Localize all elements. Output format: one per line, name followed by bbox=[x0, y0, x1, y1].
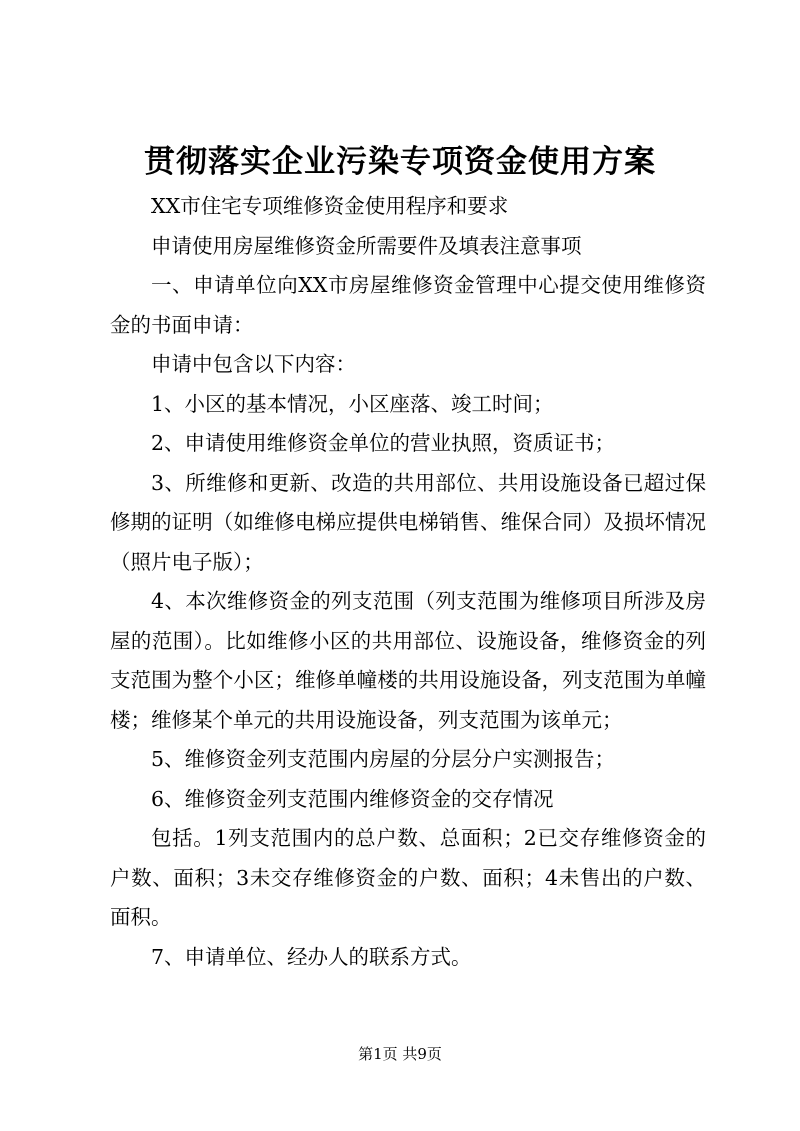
paragraph: 2、申请使用维修资金单位的营业执照，资质证书； bbox=[151, 431, 616, 455]
paragraph: 7、申请单位、经办人的联系方式。 bbox=[151, 944, 472, 969]
paragraph: 申请中包含以下内容： bbox=[151, 352, 356, 376]
document-body bbox=[110, 187, 706, 977]
paragraph: 1、小区的基本情况，小区座落、竣工时间； bbox=[151, 391, 554, 416]
paragraph: 3、所维修和更新、改造的共用部位、共用设施设备已超过保修期的证明（如维修电梯应提供电梯销售、维保合同）及损坏情况（照片电子版）； bbox=[110, 470, 706, 574]
paragraph: 5、维修资金列支范围内房屋的分层分户实测报告； bbox=[151, 747, 616, 771]
paragraph: 6、维修资金列支范围内维修资金的交存情况 bbox=[151, 786, 554, 811]
paragraph: 4、本次维修资金的列支范围（列支范围为维修项目所涉及房屋的范围）。比如维修小区的共用部位、设施设备，维修资金的列支范围为整个小区；维修单幢楼的共用设施设备，列支范围为单幢楼；维修某个单元的共用设施设备，列支范围为该单元； bbox=[110, 589, 706, 732]
paragraph: 申请使用房屋维修资金所需要件及填表注意事项 bbox=[151, 233, 582, 258]
paragraph: XX市住宅专项维修资金使用程序和要求 bbox=[151, 194, 509, 218]
document-title: 贯彻落实企业污染专项资金使用方案 bbox=[144, 144, 656, 180]
paragraph: 一、申请单位向XX市房屋维修资金管理中心提交使用维修资金的书面申请： bbox=[110, 273, 706, 337]
paragraph: 包括。1列支范围内的总户数、总面积；2已交存维修资金的户数、面积；3未交存维修资金的户数、面积；4未售出的户数、面积。 bbox=[110, 826, 706, 929]
page-footer: 第1页 共9页 bbox=[358, 1045, 442, 1063]
